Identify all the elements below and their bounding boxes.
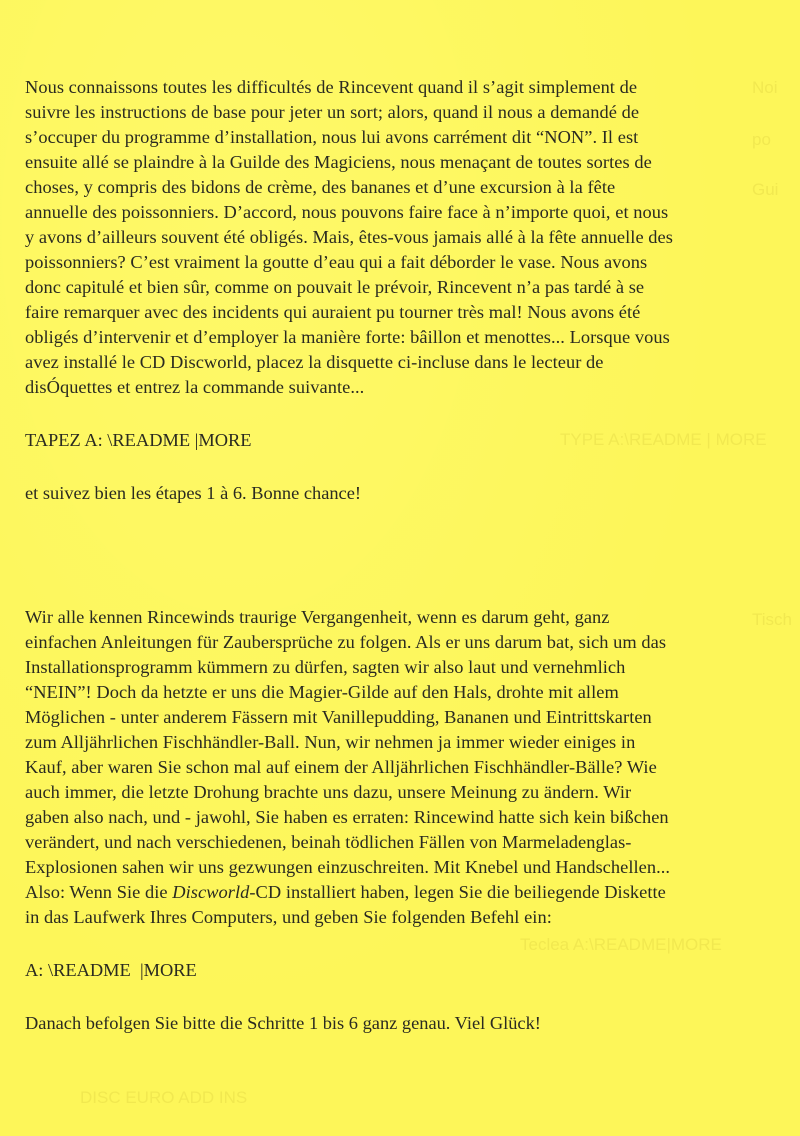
text-line: Explosionen sahen wir uns gezwungen einzuschreiten. Mit Knebel und Handschellen... — [25, 857, 671, 877]
text-line: donc capitulé et bien sûr, comme on pouvait le prévoir, Rincevent n’a pas tardé à se — [25, 277, 645, 297]
text-line: “NEIN”! Doch da hetzte er uns die Magier-Gilde auf den Hals, drohte mit allem — [25, 682, 619, 702]
discworld-title: Discworld — [172, 882, 250, 902]
show-through-mark: Teclea A:\README|MORE — [520, 935, 722, 954]
text-line: suivre les instructions de base pour jeter un sort; alors, quand il nous a demandé de — [25, 102, 640, 122]
text-run: Also: Wenn Sie die — [25, 882, 173, 902]
show-through-mark: DISC EURO ADD INS — [80, 1088, 248, 1107]
text-line: avez installé le CD Discworld, placez la disquette ci-incluse dans le lecteur de — [25, 352, 604, 372]
german-command: A: \README |MORE — [25, 960, 197, 980]
text-line: gaben also nach, und - jawohl, Sie haben es erraten: Rincewind hatte sich kein bißchen — [25, 807, 669, 827]
text-line: verändert, und nach verschiedenen, beinah tödlichen Fällen von Marmeladenglas- — [25, 832, 632, 852]
text-line: einfachen Anleitungen für Zaubersprüche zu folgen. Als er uns darum bat, sich um das — [25, 632, 667, 652]
french-closing: et suivez bien les étapes 1 à 6. Bonne chance! — [25, 483, 362, 503]
text-line: Wir alle kennen Rincewinds traurige Vergangenheit, wenn es darum geht, ganz — [25, 607, 610, 627]
text-line: choses, y compris des bidons de crème, des bananes et d’une excursion à la fête — [25, 177, 616, 197]
text-line: auch immer, die letzte Drohung brachte uns dazu, unsere Meinung zu ändern. Wir — [25, 782, 632, 802]
text-line: in das Laufwerk Ihres Computers, und geben Sie folgenden Befehl ein: — [25, 907, 552, 927]
show-through-mark: Tisch — [752, 610, 792, 629]
german-closing: Danach befolgen Sie bitte die Schritte 1 bis 6 ganz genau. Viel Glück! — [25, 1013, 541, 1033]
text-run: -CD installiert haben, legen Sie die beiliegende Diskette — [249, 882, 666, 902]
text-line: ensuite allé se plaindre à la Guilde des Magiciens, nous menaçant de toutes sortes de — [25, 152, 652, 172]
text-line: poissonniers? C’est vraiment la goutte d’eau qui a fait déborder le vase. Nous avons — [25, 252, 648, 272]
text-line: Kauf, aber waren Sie schon mal auf einem der Alljährlichen Fischhändler-Bälle? Wie — [25, 757, 657, 777]
show-through-mark: TYPE A:\README | MORE — [560, 430, 767, 449]
french-paragraph — [25, 75, 785, 400]
german-paragraph — [25, 605, 785, 930]
text-line — [25, 880, 785, 905]
text-line: Möglichen - unter anderem Fässern mit Vanillepudding, Bananen und Eintrittskarten — [25, 707, 652, 727]
show-through-mark: Gui — [752, 180, 779, 199]
text-line: zum Alljährlichen Fischhändler-Ball. Nun, wir nehmen ja immer wieder einiges in — [25, 732, 636, 752]
show-through-mark: Noi — [752, 78, 778, 97]
french-command: TAPEZ A: \README |MORE — [25, 430, 252, 450]
text-line: disÓquettes et entrez la commande suivante... — [25, 377, 365, 397]
text-line: Nous connaissons toutes les difficultés de Rincevent quand il s’agit simplement de — [25, 77, 638, 97]
text-line: Installationsprogramm kümmern zu dürfen, sagten wir also laut und vernehmlich — [25, 657, 626, 677]
text-line: s’occuper du programme d’installation, nous lui avons carrément dit “NON”. Il est — [25, 127, 639, 147]
text-line: obligés d’intervenir et d’employer la manière forte: bâillon et menottes... Lorsque vous — [25, 327, 670, 347]
text-line: y avons d’ailleurs souvent été obligés. Mais, êtes-vous jamais allé à la fête annuelle des — [25, 227, 673, 247]
text-line: faire remarquer avec des incidents qui auraient pu tourner très mal! Nous avons été — [25, 302, 641, 322]
show-through-mark: po — [752, 130, 771, 149]
text-line: annuelle des poissonniers. D’accord, nous pouvons faire face à n’importe quoi, et nous — [25, 202, 669, 222]
